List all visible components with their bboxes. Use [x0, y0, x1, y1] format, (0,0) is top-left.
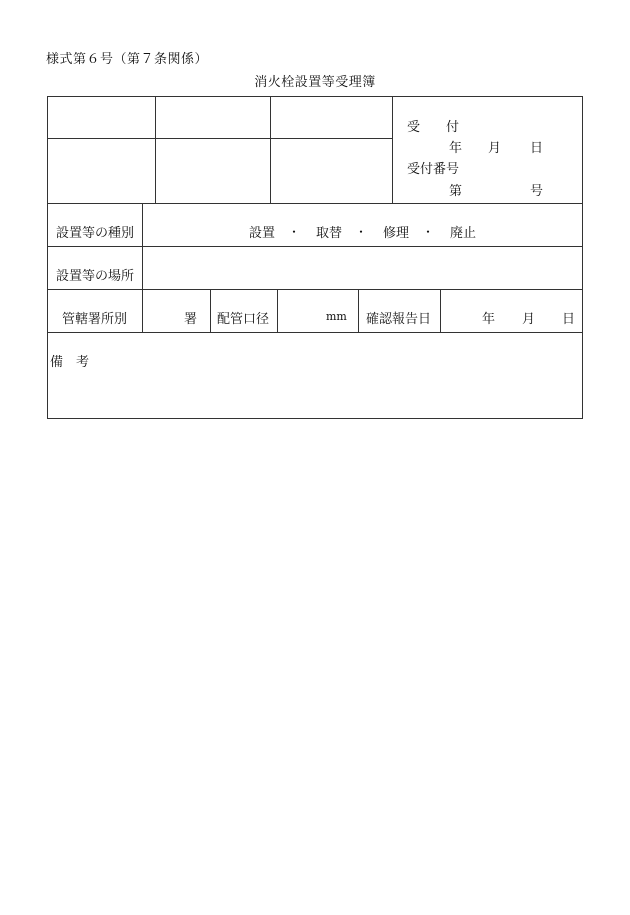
stamp-cell-3[interactable]	[271, 97, 391, 137]
remarks-field[interactable]	[48, 333, 582, 418]
location-field[interactable]	[143, 247, 582, 289]
report-date-field[interactable]	[441, 290, 582, 332]
type-option-install[interactable]: 設置	[249, 226, 276, 241]
reception-year: 年	[449, 141, 463, 156]
station-unit: 署	[184, 312, 198, 327]
form-number: 様式第６号（第７条関係）	[46, 52, 209, 67]
stamp-cell-4[interactable]	[48, 139, 154, 202]
reception-number-prefix: 第	[449, 184, 463, 199]
report-month: 月	[522, 312, 536, 327]
type-label: 設置等の種別	[56, 226, 135, 241]
pipe-diameter-label: 配管口径	[217, 312, 270, 327]
pipe-diameter-field[interactable]	[278, 290, 358, 332]
type-option-replace[interactable]: 取替	[316, 226, 343, 241]
reception-number-label: 受付番号	[407, 162, 460, 177]
form-title: 消火栓設置等受理簿	[254, 75, 376, 90]
type-separator: ・	[422, 225, 435, 239]
type-separator: ・	[355, 225, 368, 239]
stamp-cell-6[interactable]	[271, 139, 391, 202]
report-date-label: 確認報告日	[366, 312, 432, 327]
type-option-abolish[interactable]: 廃止	[450, 226, 477, 241]
station-divider-3	[358, 289, 359, 332]
reception-cell[interactable]	[393, 97, 582, 202]
stamp-cell-1[interactable]	[48, 97, 154, 137]
reception-label: 受 付	[407, 120, 460, 135]
pipe-diameter-unit: mm	[326, 310, 347, 323]
type-option-repair[interactable]: 修理	[383, 226, 410, 241]
type-separator: ・	[288, 225, 301, 239]
stamp-cell-5[interactable]	[156, 139, 269, 202]
station-label: 管轄署所別	[62, 312, 128, 327]
reception-month: 月	[488, 141, 502, 156]
report-year: 年	[482, 312, 496, 327]
reception-day: 日	[530, 141, 544, 156]
remarks-label: 備 考	[50, 355, 90, 370]
location-label: 設置等の場所	[56, 269, 135, 284]
reception-number-suffix: 号	[530, 184, 544, 199]
stamp-cell-2[interactable]	[156, 97, 269, 137]
report-day: 日	[562, 312, 576, 327]
station-divider-1	[210, 289, 211, 332]
station-field[interactable]	[143, 290, 209, 332]
row-line-1	[47, 203, 583, 204]
